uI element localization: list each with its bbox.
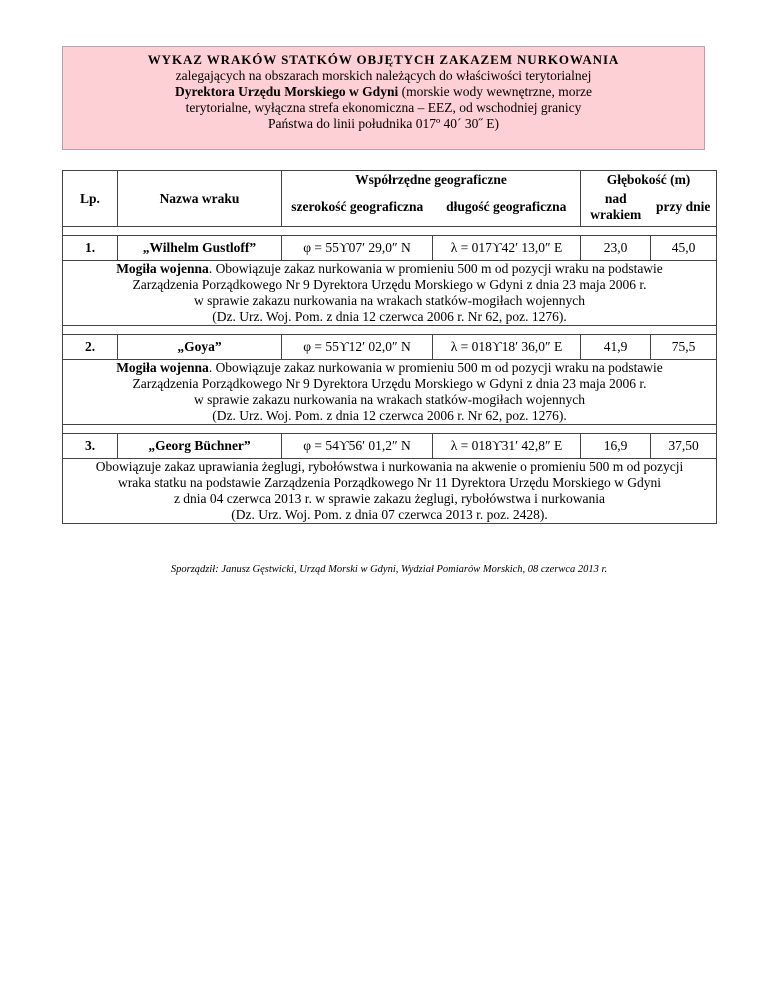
- note-line-3: w sprawie zakazu nurkowania na wrakach statków-mogiłach wojennych: [194, 392, 585, 407]
- row-lp: 3.: [63, 434, 118, 459]
- note-line-1: . Obowiązuje zakaz nurkowania w promieniu 500 m od pozycji wraku na podstawie: [208, 261, 663, 276]
- row-note: [63, 261, 717, 326]
- row-depth-at-bottom: 45,0: [651, 236, 717, 261]
- row-latitude: φ = 54ϒ56′ 01,2″ N: [282, 434, 433, 459]
- note-line-4: (Dz. Urz. Woj. Pom. z dnia 07 czerwca 2013 r. poz. 2428).: [231, 507, 548, 522]
- note-line-3: z dnia 04 czerwca 2013 r. w sprawie zakazu żeglugi, rybołówstwa i nurkowania: [173, 491, 606, 506]
- subtitle-line-3: terytorialne, wyłączna strefa ekonomiczna – EEZ, od wschodniej granicy: [185, 100, 582, 115]
- row-latitude: φ = 55ϒ12′ 02,0″ N: [282, 335, 433, 360]
- row-note: [63, 360, 717, 425]
- row-separator: [63, 227, 717, 236]
- authority-name: Dyrektora Urzędu Morskiego w Gdyni: [174, 84, 399, 99]
- note-label: Mogiła wojenna: [116, 261, 209, 276]
- note-line-2: wraka statku na podstawie Zarządzenia Porządkowego Nr 11 Dyrektora Urzędu Morskiego w Gdyni: [117, 475, 662, 490]
- row-separator: [63, 326, 717, 335]
- row-depth-over-wreck: 23,0: [581, 236, 651, 261]
- document-header: [62, 46, 705, 150]
- header-depth-over-wreck: nad wrakiem: [581, 189, 651, 227]
- note-line-2: Zarządzenia Porządkowego Nr 9 Dyrektora Urzędu Morskiego w Gdyni z dnia 23 maja 2006 r.: [132, 376, 647, 391]
- row-longitude: λ = 017ϒ42′ 13,0″ E: [433, 236, 581, 261]
- table-row: [63, 335, 717, 360]
- row-wreck-name: „Georg Büchner”: [118, 434, 282, 459]
- note-line-1: . Obowiązuje zakaz nurkowania w promieniu 500 m od pozycji wraku na podstawie: [208, 360, 663, 375]
- note-line-3: w sprawie zakazu nurkowania na wrakach statków-mogiłach wojennych: [194, 293, 585, 308]
- row-wreck-name: „Wilhelm Gustloff”: [118, 236, 282, 261]
- document-footer: Sporządził: Janusz Gęstwicki, Urząd Morski w Gdyni, Wydział Pomiarów Morskich, 08 czerwca 2013 r.: [170, 564, 608, 575]
- row-depth-at-bottom: 37,50: [651, 434, 717, 459]
- wrecks-table: [62, 170, 717, 524]
- header-depth: Głębokość (m): [581, 171, 717, 189]
- header-lp: Lp.: [63, 171, 118, 227]
- note-line-2: Zarządzenia Porządkowego Nr 9 Dyrektora Urzędu Morskiego w Gdyni z dnia 23 maja 2006 r.: [132, 277, 647, 292]
- note-line-1: Obowiązuje zakaz uprawiania żeglugi, rybołówstwa i nurkowania na akwenie o promieniu 500 m od pozycji: [95, 459, 684, 474]
- subtitle-line-2-rest: (morskie wody wewnętrzne, morze: [398, 84, 593, 99]
- row-depth-over-wreck: 41,9: [581, 335, 651, 360]
- document-title: WYKAZ WRAKÓW STATKÓW OBJĘTYCH ZAKAZEM NURKOWANIA: [147, 52, 620, 67]
- table-row: [63, 434, 717, 459]
- row-note-text: [63, 261, 717, 326]
- note-line-4: (Dz. Urz. Woj. Pom. z dnia 12 czerwca 2006 r. Nr 62, poz. 1276).: [212, 408, 567, 423]
- row-depth-over-wreck: 16,9: [581, 434, 651, 459]
- row-depth-at-bottom: 75,5: [651, 335, 717, 360]
- row-note-text: [63, 360, 717, 425]
- row-latitude: φ = 55ϒ07′ 29,0″ N: [282, 236, 433, 261]
- header-depth-at-bottom: przy dnie: [651, 189, 717, 227]
- header-coordinates: Współrzędne geograficzne: [282, 171, 581, 189]
- row-wreck-name: „Goya”: [118, 335, 282, 360]
- note-label: Mogiła wojenna: [116, 360, 209, 375]
- row-note-text: [63, 459, 717, 524]
- subtitle-line-2: [63, 84, 704, 100]
- header-latitude: szerokość geograficzna: [282, 189, 433, 227]
- row-longitude: λ = 018ϒ31′ 42,8″ E: [433, 434, 581, 459]
- row-separator: [63, 425, 717, 434]
- header-longitude: długość geograficzna: [433, 189, 581, 227]
- header-name: Nazwa wraku: [118, 171, 282, 227]
- row-note: [63, 459, 717, 524]
- subtitle-line-4: Państwa do linii południka 017º 40´ 30˝ E): [267, 116, 500, 131]
- subtitle-line-1: zalegających na obszarach morskich należących do właściwości terytorialnej: [175, 68, 592, 83]
- row-lp: 1.: [63, 236, 118, 261]
- note-line-4: (Dz. Urz. Woj. Pom. z dnia 12 czerwca 2006 r. Nr 62, poz. 1276).: [212, 309, 567, 324]
- table-row: [63, 236, 717, 261]
- row-lp: 2.: [63, 335, 118, 360]
- row-longitude: λ = 018ϒ18′ 36,0″ E: [433, 335, 581, 360]
